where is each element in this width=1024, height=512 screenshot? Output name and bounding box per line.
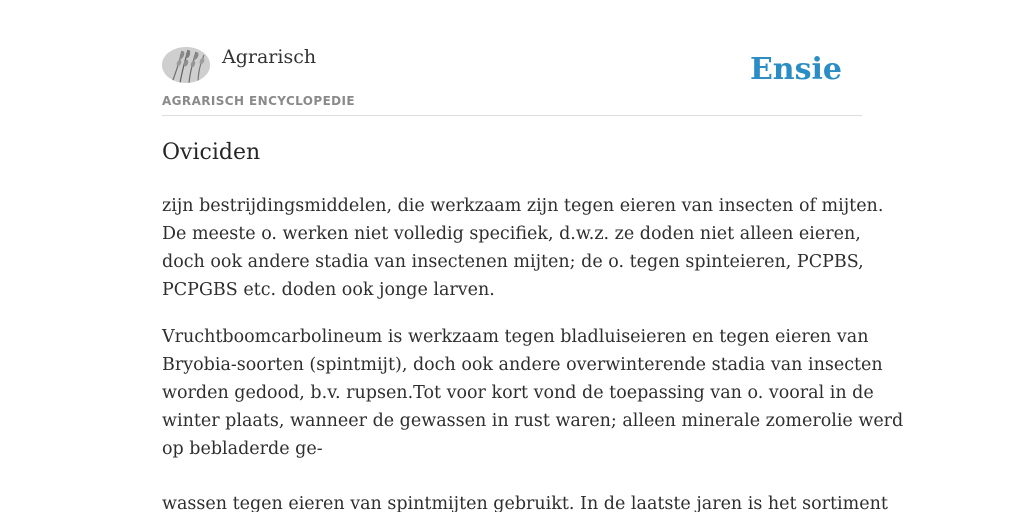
- wheat-logo-icon[interactable]: [162, 47, 210, 83]
- article-body: [162, 192, 904, 512]
- paragraph-1: [162, 192, 884, 304]
- site-header: [162, 44, 862, 116]
- text-line: wassen tegen eieren van spintmijten gebruikt. In de laatste jaren is het sortiment: [162, 494, 888, 512]
- paragraph-2: [162, 323, 904, 463]
- wheat-logo-graphic: [162, 47, 210, 83]
- text-line: winter plaats, wanneer de gewassen in rust waren; alleen minerale zomerolie werd: [162, 411, 904, 431]
- site-subtitle: AGRARISCH ENCYCLOPEDIE: [162, 94, 355, 108]
- text-line: zijn bestrijdingsmiddelen, die werkzaam zijn tegen eieren van insecten of mijten.: [162, 196, 884, 216]
- paragraph-3: [162, 490, 888, 512]
- text-line: Vruchtboomcarbolineum is werkzaam tegen bladluiseieren en tegen eieren van: [162, 327, 869, 347]
- text-line: op bebladerde ge-: [162, 439, 323, 459]
- ensie-brand-link[interactable]: Ensie: [749, 52, 842, 87]
- text-line: PCPGBS etc. doden ook jonge larven.: [162, 280, 495, 300]
- text-line: doch ook andere stadia van insectenen mijten; de o. tegen spinteieren, PCPBS,: [162, 252, 864, 272]
- site-name[interactable]: Agrarisch: [222, 46, 317, 68]
- text-line: worden gedood, b.v. rupsen.Tot voor kort vond de toepassing van o. vooral in de: [162, 383, 874, 403]
- page-title: Oviciden: [162, 140, 261, 165]
- text-line: De meeste o. werken niet volledig specifiek, d.w.z. ze doden niet alleen eieren,: [162, 224, 861, 244]
- text-line: Bryobia-soorten (spintmijt), doch ook andere overwinterende stadia van insecten: [162, 355, 883, 375]
